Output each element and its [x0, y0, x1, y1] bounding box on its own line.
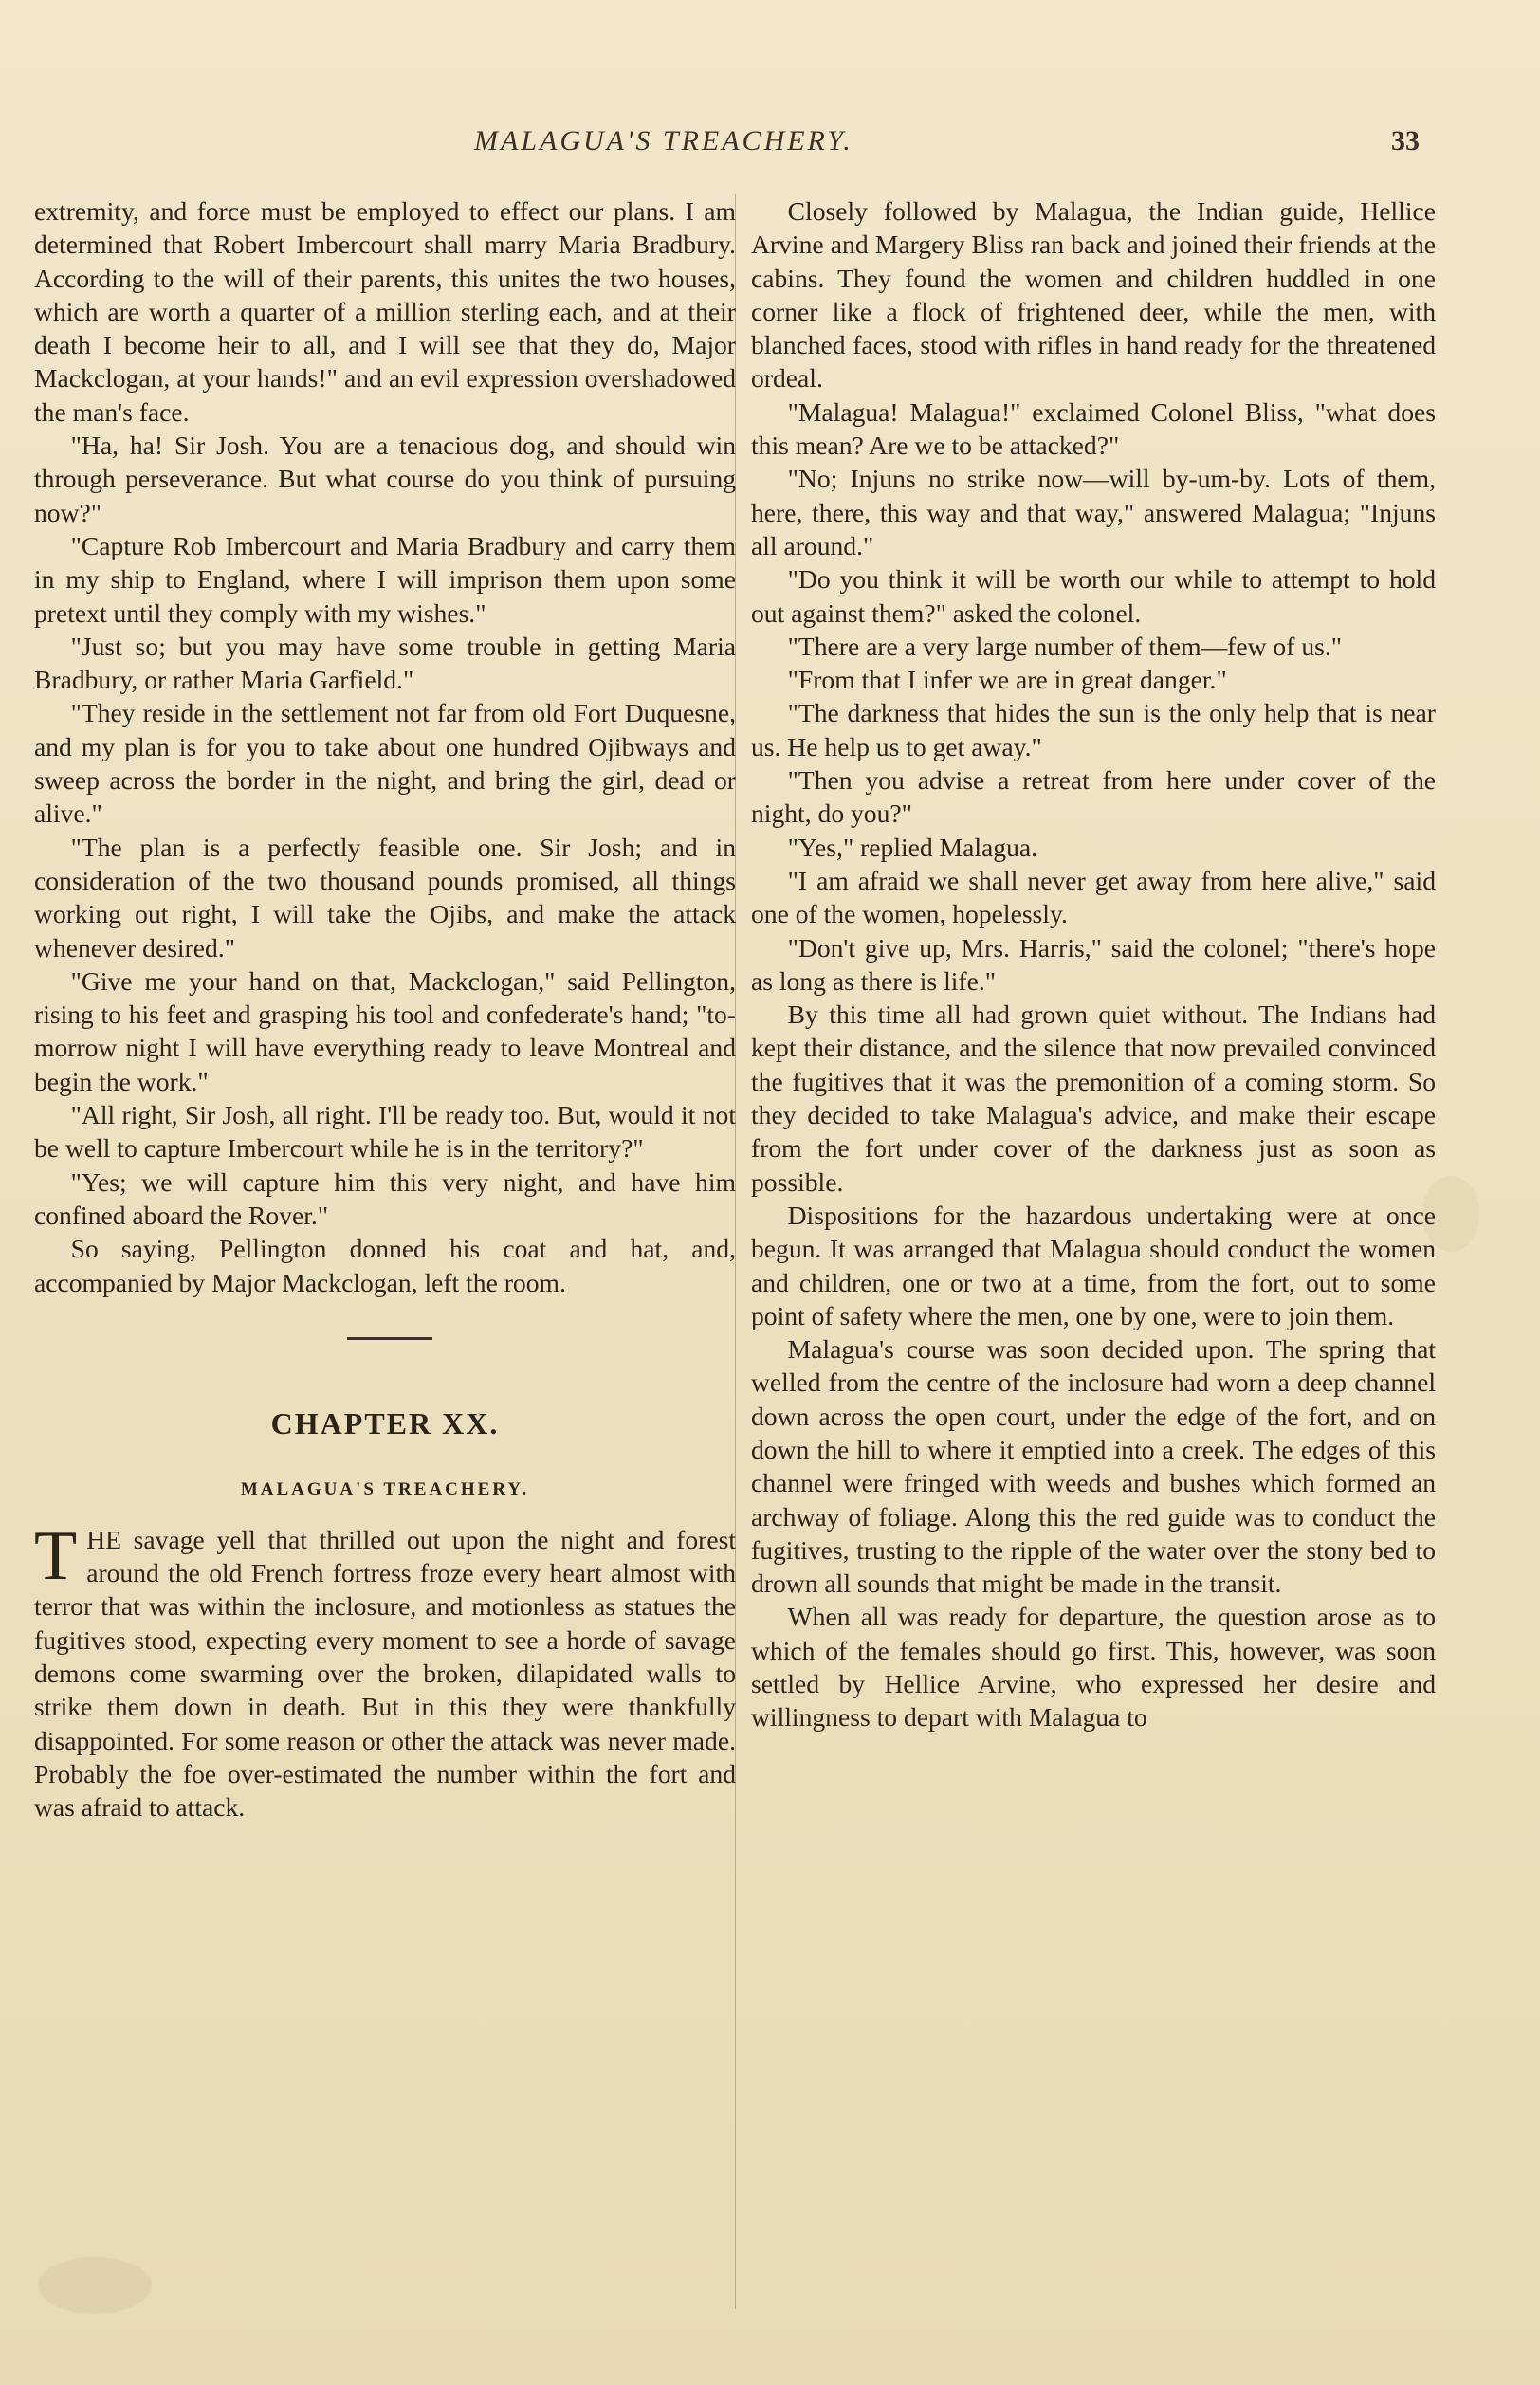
paragraph: "The plan is a perfectly feasible one. Sir Josh; and in consideration of the two thousand pounds promised, all things working out right, I will take the Ojibs, and make the attack whenever desired." [34, 832, 736, 963]
chapter-opening-paragraph [34, 1516, 736, 1825]
paragraph: Dispositions for the hazardous undertaking were at once begun. It was arranged that Malagua should conduct the women and children, one or two at a time, from the fort, out to some point of safety where the men, one by one, were to join them. [751, 1200, 1436, 1330]
right-column [751, 194, 1436, 1734]
paragraph: "There are a very large number of them—few of us." [787, 631, 1343, 661]
divider-line [347, 1337, 432, 1340]
paragraph: "Yes," replied Malagua. [787, 832, 1038, 862]
paragraph: "I am afraid we shall never get away from here alive," said one of the women, hopelessly. [751, 865, 1436, 929]
paragraph: By this time all had grown quiet without. The Indians had kept their distance, and the silence that now prevailed convinced the fugitives that it was the premonition of a coming storm. So they decided to take Malagua's advice, and make their escape from the fort under cover of the darkness just as soon as possible. [751, 1000, 1436, 1197]
paragraph: "Yes; we will capture him this very night, and have him confined aboard the Rover." [34, 1166, 736, 1230]
paragraph: When all was ready for departure, the question arose as to which of the females should go first. This, however, was soon settled by Hellice Arvine, who expressed her desire and willingness to depart with Malagua to [751, 1602, 1436, 1733]
chapter-opening-text: HE savage yell that thrilled out upon the night and forest around the old French fortress froze every heart almost with terror that was within the inclosure, and motionless as statues the fugitives stood, expecting every moment to see a horde of savage demons come swarming over the broken, dilapidated walls to strike them down in death. But in this they were thankfully disappointed. For some reason or other the attack was never made. Probably the foe over-estimated the number within the fort and was afraid to attack. [34, 1524, 736, 1823]
paragraph: "All right, Sir Josh, all right. I'll be ready too. But, would it not be well to capture Imbercourt while he is in the territory?" [34, 1100, 736, 1164]
paragraph: "They reside in the settlement not far from old Fort Duquesne, and my plan is for you to take about one hundred Ojibways and sweep across the border in the night, and bring the girl, dead or alive." [34, 698, 736, 829]
paragraph: "Ha, ha! Sir Josh. You are a tenacious dog, and should win through perseverance. But what course do you think of pursuing now?" [34, 431, 736, 527]
paragraph: "The darkness that hides the sun is the only help that is near us. He help us to get away." [751, 698, 1436, 761]
paragraph: "Just so; but you may have some trouble in getting Maria Bradbury, or rather Maria Garfield." [34, 631, 736, 695]
page-number: 33 [1391, 125, 1420, 156]
page-header [0, 125, 1540, 173]
paragraph: "Do you think it will be worth our while to attempt to hold out against them?" asked the colonel. [751, 564, 1436, 628]
paragraph: Malagua's course was soon decided upon. The spring that welled from the centre of the inclosure had worn a deep channel down across the open court, under the edge of the fort, and on down the hill to where it emptied into a creek. The edges of this channel were fringed with weeds and bushes which formed an archway of foliage. Along this the red guide was to conduct the fugitives, trusting to the ripple of the water over the stony bed to drown all sounds that might be made in the transit. [751, 1334, 1436, 1599]
left-column [34, 194, 736, 1824]
paragraph: "From that I infer we are in great danger." [787, 665, 1227, 695]
drop-cap: T [34, 1516, 78, 1595]
running-title: MALAGUA'S TREACHERY. [474, 125, 853, 156]
paragraph: "No; Injuns no strike now—will by-um-by. Lots of them, here, there, this way and that way," answered Malagua; "Injuns all around." [751, 464, 1436, 560]
paragraph: extremity, and force must be employed to effect our plans. I am determined that Robert Imbercourt shall marry Maria Bradbury. According to the will of their parents, this unites the two houses, which are worth a quarter of a million sterling each, and at their death I become heir to all, and I will see that they do, Major Mackclogan, at your hands!" and an evil expression overshadowed the man's face. [34, 196, 736, 427]
paragraph: "Then you advise a retreat from here under cover of the night, do you?" [751, 765, 1436, 829]
chapter-subtitle: MALAGUA'S TREACHERY. [240, 1478, 530, 1499]
chapter-heading: CHAPTER XX. [270, 1405, 500, 1440]
paragraph: "Give me your hand on that, Mackclogan," said Pellington, rising to his feet and grasping his tool and confederate's hand; "to-morrow night I will have everything ready to leave Montreal and begin the work." [34, 965, 736, 1096]
paragraph: Closely followed by Malagua, the Indian guide, Hellice Arvine and Margery Bliss ran back and joined their friends at the cabins. They found the women and children huddled in one corner like a flock of frightened deer, while the men, with blanched faces, stood with rifles in hand ready for the threatened ordeal. [751, 196, 1436, 394]
paragraph: "Capture Rob Imbercourt and Maria Bradbury and carry them in my ship to England, where I will imprison them upon some pretext until they comply with my wishes." [34, 530, 736, 628]
paper-stain [38, 2257, 152, 2314]
section-divider [34, 1299, 736, 1390]
paragraph: So saying, Pellington donned his coat and hat, and, accompanied by Major Mackclogan, left the room. [34, 1234, 736, 1297]
paragraph: "Don't give up, Mrs. Harris," said the colonel; "there's hope as long as there is life." [751, 932, 1436, 996]
paragraph: "Malagua! Malagua!" exclaimed Colonel Bliss, "what does this mean? Are we to be attacked?" [751, 396, 1436, 461]
